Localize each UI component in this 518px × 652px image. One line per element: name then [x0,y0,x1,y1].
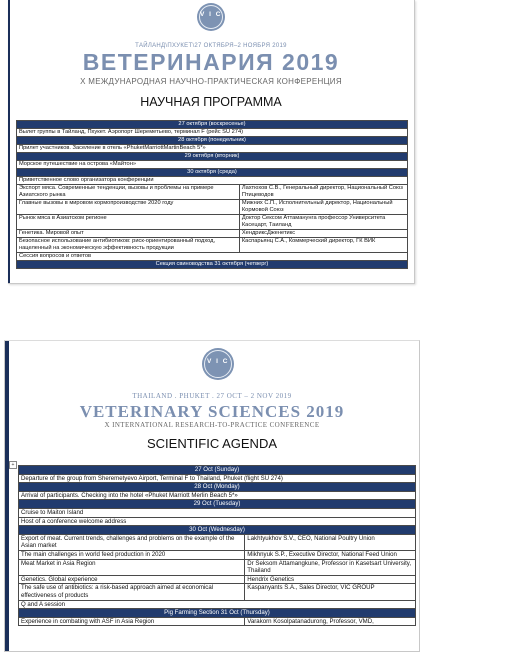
agenda-item: Экспорт мяса. Современные тенденции, вызовы и проблемы на примере Азиатского рынка [17,185,240,200]
day-header: 30 Oct (Wednesday) [19,526,416,535]
program-heading: SCIENTIFIC AGENDA [146,436,278,451]
vic-logo: V I C [197,3,225,31]
day-header: Pig Farming Section 31 Oct (Thursday) [19,609,416,618]
agenda-row [17,253,408,261]
table-move-handle[interactable]: + [9,461,17,469]
agenda-row [19,508,416,517]
conference-title: VETERINARY SCIENCES 2019 [79,402,345,421]
speaker: Мижних С.П., Исполнительный директор, Национальный Кормовой Союз [239,200,407,215]
day-header-row [19,609,416,618]
agenda-item: Сессия вопросов и ответов [17,253,408,261]
agenda-row [17,177,408,185]
day-header: 27 октября (воскресенье) [17,121,408,129]
agenda-row [17,161,408,169]
agenda-item: Приветственное слово организатора конференции [17,177,408,185]
conference-subtitle: X МЕЖДУНАРОДНАЯ НАУЧНО-ПРАКТИЧЕСКАЯ КОНФЕРЕНЦИЯ [80,77,342,86]
event-location-dates: ТАЙЛАНД\ПХУКЕТ\27 ОКТЯБРЯ–2 НОЯБРЯ 2019 [135,43,287,49]
day-header-row [17,153,408,161]
agenda-item: Безопасное использование антибиотиков: риск-ориентированный подход, нацеленный на экономическую эффективность продукции [17,238,240,253]
agenda-row [17,129,408,137]
speaker: Kaspanyants S.A., Sales Director, VIC GROUP [245,584,416,600]
agenda-row [19,474,416,483]
event-location-dates: THAILAND . PHUKET . 27 OCT – 2 NOV 2019 [132,392,292,400]
day-header-row [17,137,408,145]
agenda-table [16,120,408,269]
agenda-row [19,517,416,526]
agenda-item: Главные вызовы в мировом кормопроизводстве 2020 году [17,200,240,215]
agenda-item: Прилет участников. Заселение в отель «PhuketMarriottMartinBeach 5*» [17,145,408,153]
agenda-item: Export of meat. Current trends, challenges and problems on the example of the Asian market [19,534,245,550]
speaker: Лахтюхов С.В., Генеральный директор, Национальный Союз Птицеводов [239,185,407,200]
day-header-row [17,169,408,177]
day-header: 27 Oct (Sunday) [19,466,416,475]
agenda-row [19,534,416,550]
speaker: Доктор Сексом Аттаманунга профессор Университета Касецарт, Таиланд [239,215,407,230]
agenda-row [17,185,408,200]
agenda-row [17,230,408,238]
day-header: 28 октября (понедельник) [17,137,408,145]
speaker: ХендриксДженетикс [239,230,407,238]
day-header: 29 октября (вторник) [17,153,408,161]
agenda-item: Q and A session [19,600,416,609]
speaker: Каспарьянц С.А., Коммерческий директор, ГК ВИК [239,238,407,253]
agenda-item: Experience in combating with ASF in Asia Region [19,617,245,626]
agenda-item: Cruise to Maiton Island [19,508,416,517]
agenda-row [19,550,416,559]
agenda-item: The safe use of antibiotics: a risk-based approach aimed at economical effectiveness of products [19,584,245,600]
speaker: Mikhnyuk S.P., Executive Director, National Feed Union [245,550,416,559]
program-heading: НАУЧНАЯ ПРОГРАММА [140,95,282,109]
agenda-row [19,617,416,626]
agenda-item: Рынок мяса в Азиатском регионе [17,215,240,230]
speaker: Dr Seksom Attamangkune, Professor in Kasetsart University, Thailand [245,559,416,575]
day-header-row [19,500,416,509]
agenda-item: Вылет группы в Тайланд, Пхукет. Аэропорт Шереметьево, терминал F (рейс SU 274) [17,129,408,137]
day-header: 30 октября (среда) [17,169,408,177]
speaker: Hendrix Genetics [245,575,416,584]
agenda-item: Генетика. Мировой опыт [17,230,240,238]
russian-program-page [8,0,415,284]
agenda-table [18,465,416,626]
vic-logo: V I C [202,348,234,380]
agenda-row [17,200,408,215]
day-header: 29 Oct (Tuesday) [19,500,416,509]
agenda-row [17,145,408,153]
agenda-row [17,238,408,253]
agenda-item: Морское путешествие на острова «Майтон» [17,161,408,169]
page-edge-bar [5,341,9,651]
day-header: 28 Oct (Monday) [19,483,416,492]
conference-title: ВЕТЕРИНАРИЯ 2019 [82,49,340,75]
day-header: Секция свиноводства 31 октября (четверг) [17,261,408,269]
agenda-row [19,575,416,584]
english-agenda-page [4,340,420,652]
agenda-item: The main challenges in world feed production in 2020 [19,550,245,559]
agenda-item: Arrival of participants. Checking into the hotel «Phuket Marriott Merlin Beach 5*» [19,491,416,500]
agenda-item: Meat Market in Asia Region [19,559,245,575]
day-header-row [19,483,416,492]
agenda-row [19,491,416,500]
agenda-row [19,600,416,609]
agenda-item: Host of a conference welcome address [19,517,416,526]
agenda-row [19,559,416,575]
day-header-row [17,261,408,269]
day-header-row [19,466,416,475]
agenda-item: Genetics. Global experience [19,575,245,584]
agenda-row [17,215,408,230]
conference-subtitle: X INTERNATIONAL RESEARCH-TO-PRACTICE CONFERENCE [104,421,320,429]
speaker: Lakhtyukhov S.V., CEO, National Poultry Union [245,534,416,550]
day-header-row [19,526,416,535]
agenda-row [19,584,416,600]
day-header-row [17,121,408,129]
agenda-item: Departure of the group from Sheremetyevo Airport, Terminal F to Thailand, Phuket (flight SU 274) [19,474,416,483]
speaker: Varakorn Kosolpatanadurong, Professor, VMD, [245,617,416,626]
